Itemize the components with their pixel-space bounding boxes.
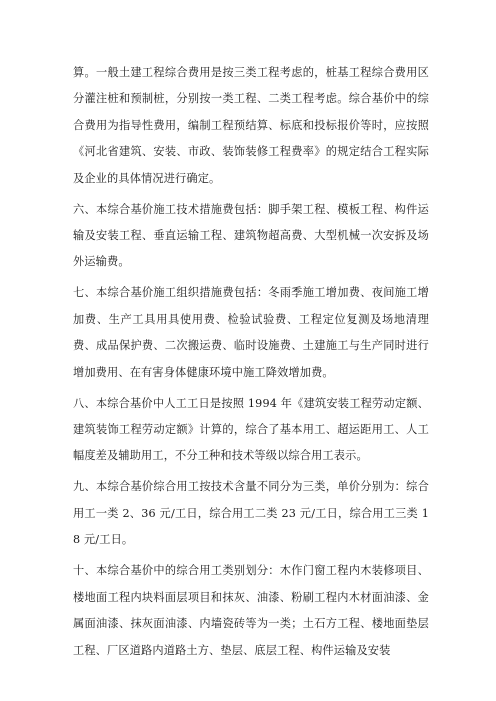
paragraph-fee-note: 算。一般土建工程综合费用是按三类工程考虑的，桩基工程综合费用区分灌注桩和预制桩，分别按一类工程、二类工程考虑。综合基价中的综合费用为指导性费用，编制工程预结算、标底和投标报价等时，应按照《河北省建筑、安装、市政、装饰装修工程费率》的规定结合工程实际及企业的具体情况进行确定。 — [73, 66, 429, 185]
document-body — [73, 60, 429, 669]
paragraph-labor-prices: 九、本综合基价综合用工按技术含量不同分为三类，单价分别为：综合用工一类 2、36 元/工日，综合用工二类 23 元/工日，综合用工三类 18 元/工日。 — [73, 480, 429, 547]
paragraph-labor-days: 八、本综合基价中人工工日是按照 1994 年《建筑安装工程劳动定额、建筑装饰工程劳动定额》计算的，综合了基本用工、超运距用工、人工幅度差及辅助用工，不分工种和技术等级以综合用工表示。 — [73, 396, 429, 463]
paragraph-organizational-measures: 七、本综合基价施工组织措施费包括：冬雨季施工增加费、夜间施工增加费、生产工具用具使用费、检验试验费、工程定位复测及场地清理费、成品保护费、二次搬运费、临时设施费、土建施工与生产同时进行增加费用、在有害身体健康环境中施工降效增加费。 — [73, 286, 429, 379]
paragraph-technical-measures: 六、本综合基价施工技术措施费包括：脚手架工程、模板工程、构件运输及安装工程、垂直运输工程、建筑物超高费、大型机械一次安拆及场外运输费。 — [73, 202, 429, 269]
paragraph-labor-categories: 十、本综合基价中的综合用工类别划分：木作门窗工程内木装修项目、楼地面工程内块料面层项目和抹灰、油漆、粉刷工程内木材面油漆、金属面油漆、抹灰面油漆、内墙瓷砖等为一类；土石方工程、楼地面垫层工程、厂区道路内道路土方、垫层、底层工程、构件运输及安装 — [73, 564, 429, 657]
